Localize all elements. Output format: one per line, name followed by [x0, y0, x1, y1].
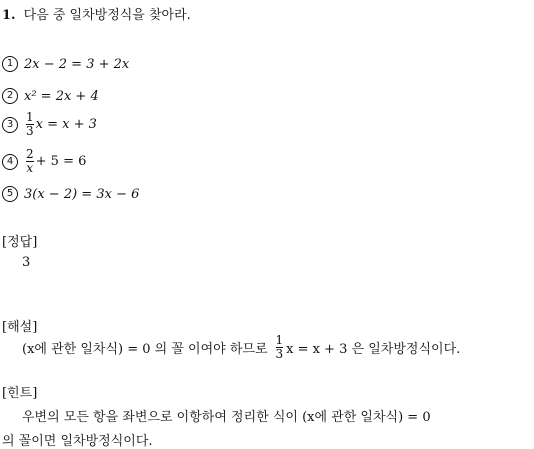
option-number-badge: 1 — [2, 56, 18, 72]
option-number-badge: 3 — [2, 117, 18, 133]
option-3-text: x = x + 3 — [35, 117, 97, 132]
hint-label: [힌트] — [2, 386, 38, 401]
answer-value: 3 — [22, 255, 31, 270]
question-number: 1. — [2, 8, 16, 23]
option-4 — [2, 148, 86, 175]
hint-line-1: 우변의 모든 항을 좌변으로 이항하여 정리한 식이 (x에 관한 일차식) = 0 — [22, 410, 431, 425]
option-2 — [2, 88, 99, 104]
option-5-text: 3(x − 2) = 3x − 6 — [24, 186, 140, 202]
explanation-text-before: (x에 관한 일차식) = 0 의 꼴 이여야 하므로 — [22, 342, 268, 357]
answer-label: [정답] — [2, 235, 38, 250]
option-number-badge: 2 — [2, 88, 18, 104]
fraction-denominator: 3 — [26, 124, 34, 138]
option-2-text: x² = 2x + 4 — [24, 88, 99, 104]
fraction-numerator: 2 — [26, 147, 34, 161]
fraction-denominator: 3 — [275, 347, 284, 361]
explanation-text — [22, 334, 460, 361]
option-4-text: + 5 = 6 — [35, 154, 87, 169]
option-1 — [2, 56, 129, 72]
fraction — [276, 334, 284, 361]
fraction-numerator: 1 — [26, 110, 34, 124]
hint-line-2: 의 꼴이면 일차방정식이다. — [2, 434, 153, 449]
fraction-numerator: 1 — [275, 333, 284, 347]
option-3 — [2, 111, 97, 138]
option-number-badge: 4 — [2, 154, 18, 170]
option-1-text: 2x − 2 = 3 + 2x — [24, 56, 130, 72]
fraction-denominator: x — [26, 161, 34, 175]
explanation-text-after: x = x + 3 은 일차방정식이다. — [286, 342, 461, 357]
option-number-badge: 5 — [2, 186, 18, 202]
question-text: 다음 중 일차방정식을 찾아라. — [23, 8, 191, 23]
fraction — [26, 148, 34, 175]
explanation-label: [해설] — [2, 320, 38, 335]
question-line — [2, 4, 191, 23]
option-5 — [2, 186, 139, 202]
fraction — [26, 111, 34, 138]
